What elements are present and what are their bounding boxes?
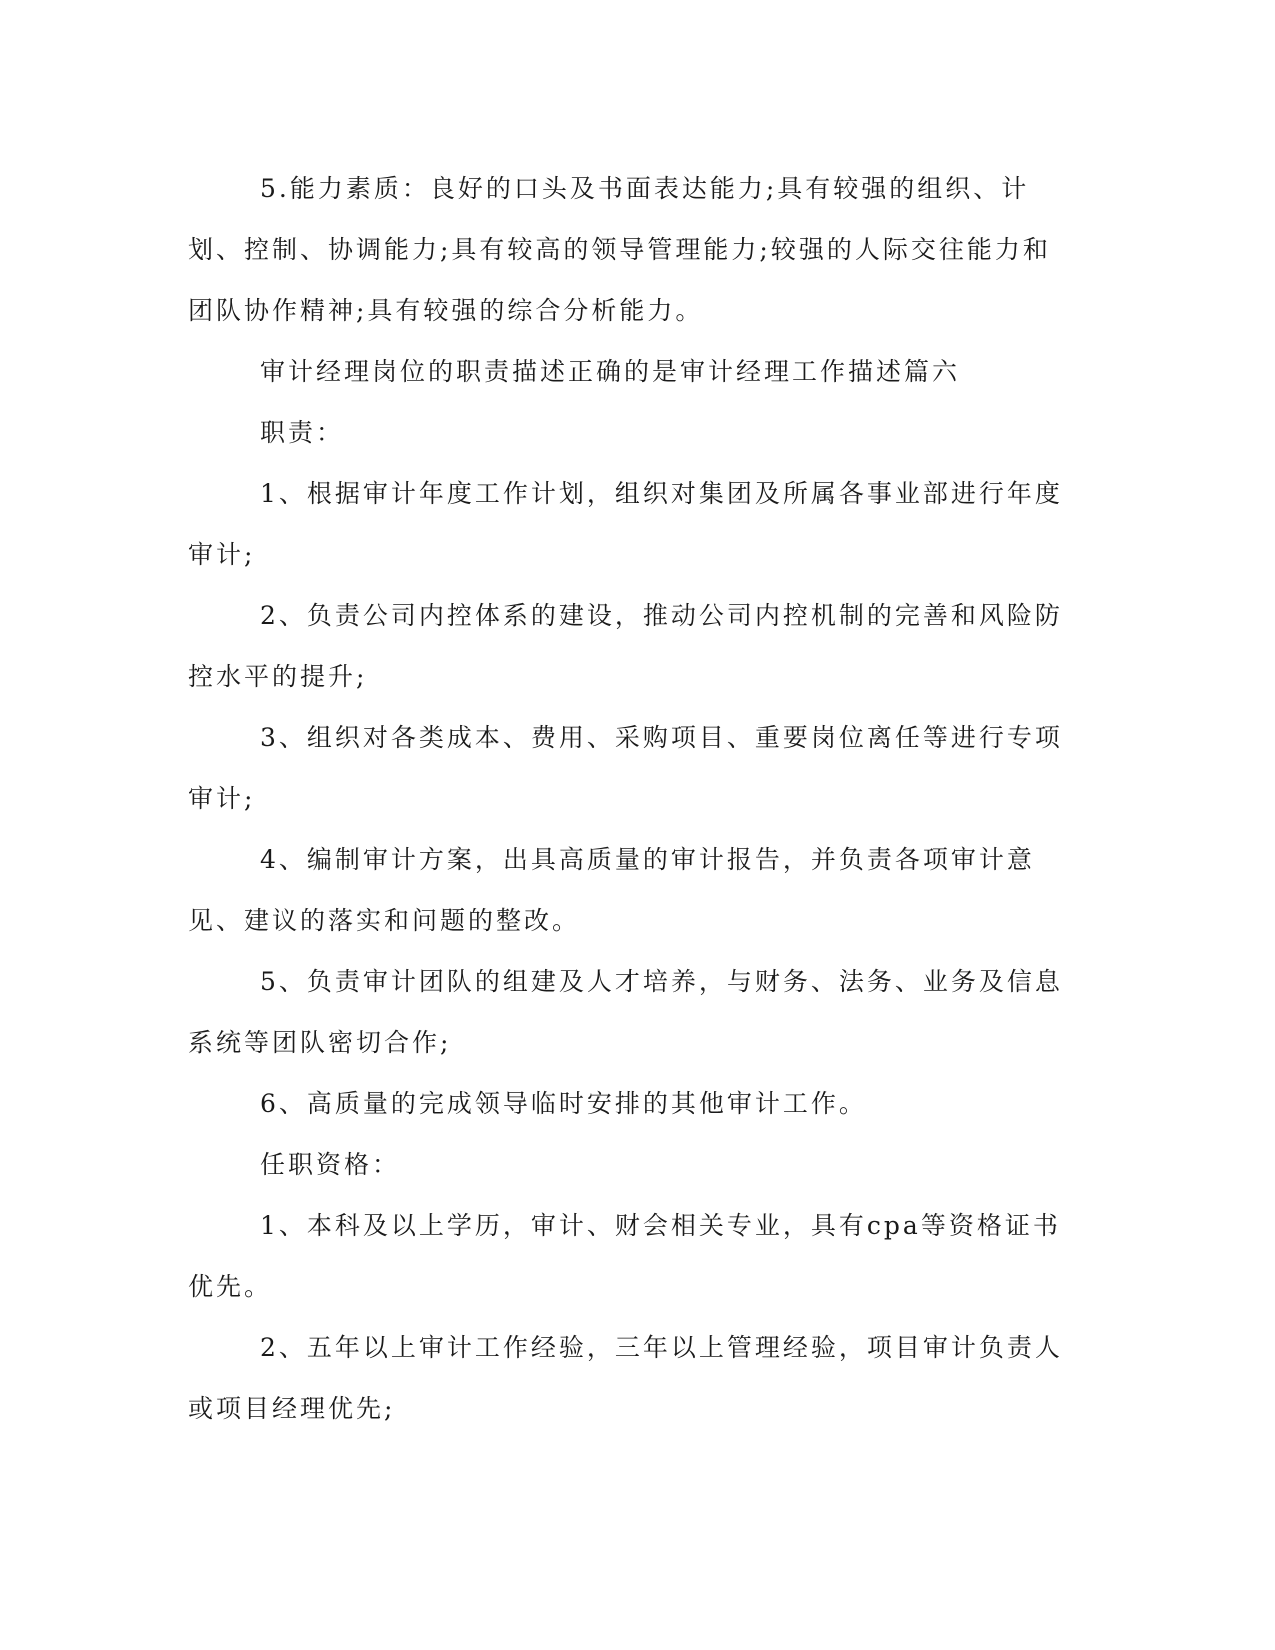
section-heading-audit-manager-duties: 审计经理岗位的职责描述正确的是审计经理工作描述篇六 [260, 357, 961, 386]
qualification-item-1: 1、本科及以上学历，审计、财会相关专业，具有cpa等资格证书优先。 [188, 1211, 1061, 1301]
duty-item-1: 1、根据审计年度工作计划，组织对集团及所属各事业部进行年度审计; [188, 479, 1063, 569]
paragraph-ability-qualities: 5.能力素质：良好的口头及书面表达能力;具有较强的组织、计划、控制、协调能力;具有较高的领导管理能力;较强的人际交往能力和团队协作精神;具有较强的综合分析能力。 [188, 174, 1051, 325]
qualification-item-2: 2、五年以上审计工作经验，三年以上管理经验，项目审计负责人或项目经理优先; [188, 1333, 1063, 1423]
duty-item-2: 2、负责公司内控体系的建设，推动公司内控机制的完善和风险防控水平的提升; [188, 601, 1063, 691]
duty-item-4: 4、编制审计方案，出具高质量的审计报告，并负责各项审计意见、建议的落实和问题的整改。 [188, 845, 1035, 935]
duty-item-6: 6、高质量的完成领导临时安排的其他审计工作。 [260, 1089, 867, 1118]
document-body [188, 158, 1068, 1439]
duty-item-5: 5、负责审计团队的组建及人才培养，与财务、法务、业务及信息系统等团队密切合作; [188, 967, 1063, 1057]
duty-item-3: 3、组织对各类成本、费用、采购项目、重要岗位离任等进行专项审计; [188, 723, 1063, 813]
duties-heading: 职责： [260, 418, 345, 447]
qualifications-heading: 任职资格： [260, 1150, 401, 1179]
